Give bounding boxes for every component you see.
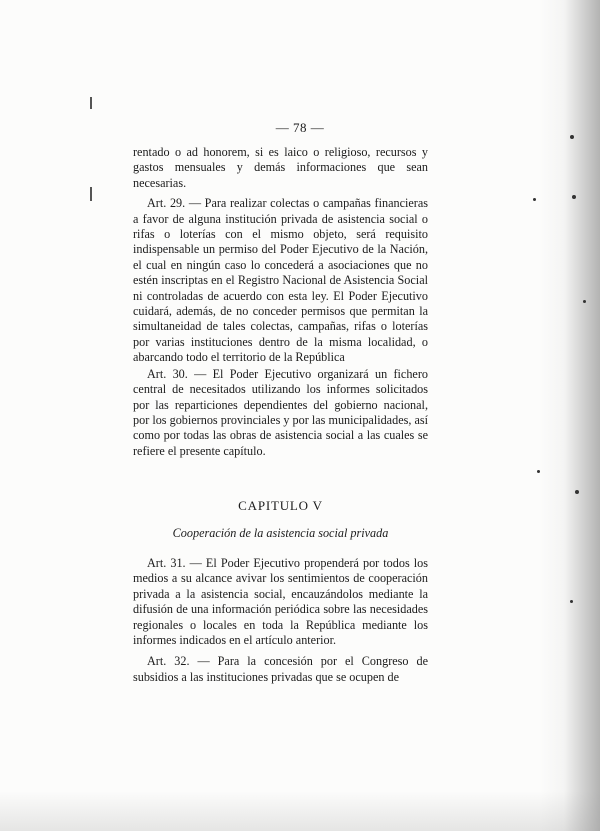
scanner-shadow-bottom	[0, 791, 600, 831]
article-29: Art. 29. — Para realizar colectas o campañas financieras a favor de alguna institución privada de asistencia social o rifas o loterías con el mismo objeto, será requisito indispensable un permiso del Poder Ejecutivo de la Nación, el cual en ningún caso lo concederá a asociaciones que no estén inscriptas en el Registro Nacional de Asistencia Social ni controladas de acuerdo con esta ley. El Poder Ejecutivo cuidará, además, de no conceder permisos que permitan la simultaneidad de tales colectas, campañas, rifas o loterías por varias instituciones dentro de la misma localidad, o abarcando todo el territorio de la República	[133, 196, 428, 365]
article-32: Art. 32. — Para la concesión por el Congreso de subsidios a las instituciones privadas que se ocupen de	[133, 654, 428, 684]
scan-speck	[583, 300, 586, 303]
scan-speck	[572, 195, 576, 199]
article-30: Art. 30. — El Poder Ejecutivo organizará un fichero central de necesitados utilizando los informes solicitados por las reparticiones dependientes del gobierno nacional, por los gobiernos provinciales y por las municipalidades, así como por todas las obras de asistencia social a las cuales se refiere el presente capítulo.	[133, 366, 428, 458]
scan-speck	[533, 198, 536, 201]
page-number: — 78 —	[275, 120, 325, 135]
scan-speck	[537, 470, 540, 473]
intro-paragraph: rentado o ad honorem, si es laico o religioso, recursos y gastos mensuales y demás informaciones que sean necesarias.	[133, 145, 428, 190]
article-31: Art. 31. — El Poder Ejecutivo propenderá por todos los medios a su alcance avivar los sentimientos de cooperación privada a la asistencia social, encauzándolos mediante la difusión de una información periódica sobre las necesidades regionales o locales en toda la República mediante los informes indicados en el artículo anterior.	[133, 556, 428, 648]
margin-mark-top	[90, 97, 92, 109]
scan-speck	[575, 490, 579, 494]
text-block-lower	[133, 556, 428, 685]
section-title: Cooperación de la asistencia social privada	[172, 526, 389, 540]
scan-speck	[570, 600, 573, 603]
margin-mark-middle	[90, 187, 92, 201]
text-block-upper	[133, 145, 428, 459]
chapter-title: CAPITULO V	[238, 498, 323, 513]
